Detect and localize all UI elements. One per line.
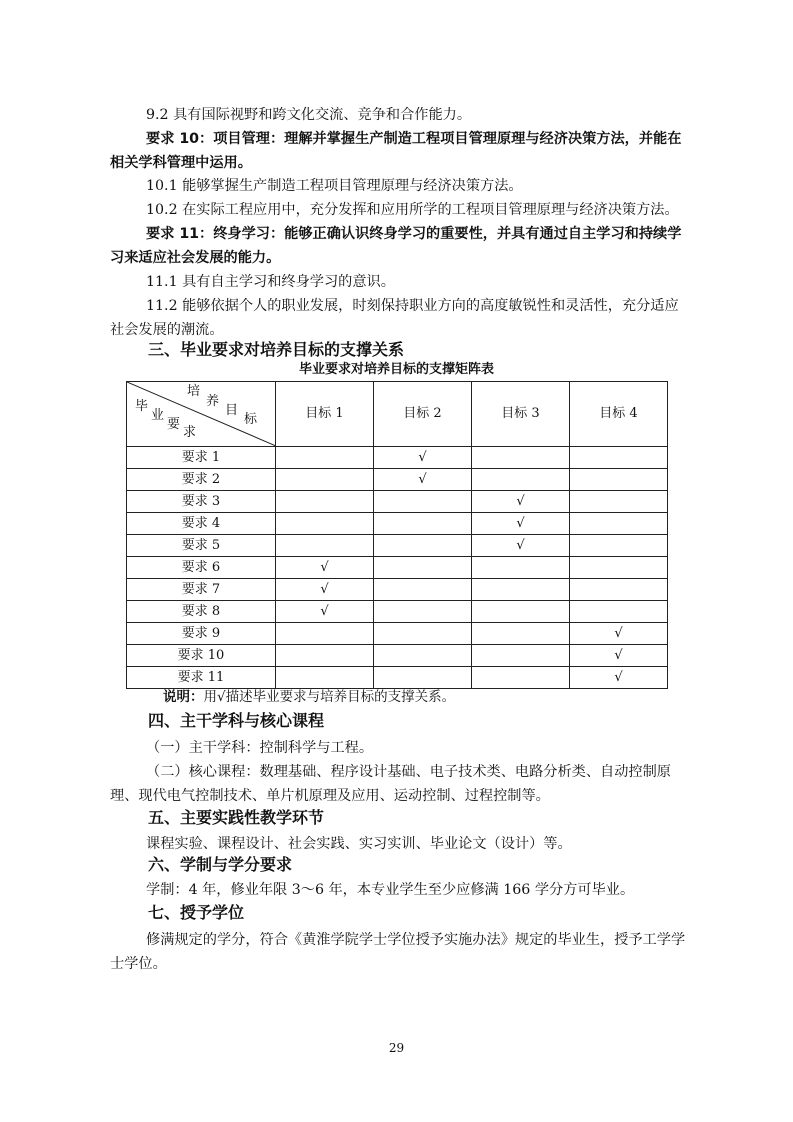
matrix-cell — [374, 579, 472, 601]
text-10-1: 10.1 能够掌握生产制造工程项目管理原理与经济决策方法。 — [146, 178, 523, 194]
section-4-heading: 四、主干学科与核心课程 — [148, 711, 325, 730]
matrix-cell — [570, 645, 668, 667]
section-5-heading: 五、主要实践性教学环节 — [148, 808, 325, 827]
section-6-heading: 六、学制与学分要求 — [148, 855, 293, 874]
matrix-cell — [570, 447, 668, 469]
column-header-goal-1: 目标 1 — [276, 382, 374, 447]
row-label: 要求 11 — [127, 667, 276, 689]
corner-bottom-char-1: 毕 — [135, 399, 149, 414]
matrix-cell — [276, 513, 374, 535]
requirement-10-heading: 要求 10：项目管理：理解并掌握生产制造工程项目管理原理与经济决策方法，并能在 — [146, 131, 682, 147]
matrix-cell — [276, 469, 374, 491]
table-note-label: 说明： — [163, 689, 204, 705]
text-10-2: 10.2 在实际工程应用中，充分发挥和应用所学的工程项目管理原理与经济决策方法。 — [146, 202, 679, 218]
matrix-cell — [472, 579, 570, 601]
matrix-cell — [570, 513, 668, 535]
check-mark: √ — [614, 625, 623, 641]
table-note-text: 用√描述毕业要求与培养目标的支撑关系。 — [203, 689, 456, 705]
matrix-cell — [276, 491, 374, 513]
matrix-cell — [276, 579, 374, 601]
corner-top-char-4: 标 — [244, 412, 258, 427]
matrix-cell — [472, 535, 570, 557]
check-mark: √ — [418, 471, 427, 487]
matrix-cell — [276, 535, 374, 557]
requirement-11-heading-cont: 习来适应社会发展的能力。 — [110, 250, 281, 266]
check-mark: √ — [614, 669, 623, 685]
matrix-cell — [276, 623, 374, 645]
section-6-text: 学制：4 年，修业年限 3～6 年，本专业学生至少应修满 166 学分方可毕业。 — [146, 882, 635, 898]
check-mark: √ — [516, 537, 525, 553]
text-9-2: 9.2 具有国际视野和跨文化交流、竞争和合作能力。 — [146, 107, 472, 123]
matrix-cell — [374, 557, 472, 579]
matrix-cell — [570, 557, 668, 579]
matrix-cell — [472, 447, 570, 469]
matrix-cell — [276, 601, 374, 623]
section-4-core-courses: （二）核心课程：数理基础、程序设计基础、电子技术类、电路分析类、自动控制原 — [146, 764, 671, 780]
table-row — [127, 579, 668, 601]
table-note — [163, 688, 455, 706]
text-11-1: 11.1 具有自主学习和终身学习的意识。 — [146, 274, 395, 290]
check-mark: √ — [516, 493, 525, 509]
table-row — [127, 645, 668, 667]
matrix-cell — [276, 447, 374, 469]
requirement-11-heading: 要求 11：终身学习：能够正确认识终身学习的重要性，并具有通过自主学习和持续学 — [146, 226, 682, 242]
section-5-text: 课程实验、课程设计、社会实践、实习实训、毕业论文（设计）等。 — [146, 836, 572, 852]
check-mark: √ — [418, 449, 427, 465]
matrix-cell — [570, 535, 668, 557]
column-header-goal-2: 目标 2 — [374, 382, 472, 447]
matrix-cell — [570, 601, 668, 623]
row-label: 要求 7 — [127, 579, 276, 601]
matrix-cell — [472, 623, 570, 645]
section-3-heading: 三、毕业要求对培养目标的支撑关系 — [148, 340, 405, 359]
column-header-goal-4: 目标 4 — [570, 382, 668, 447]
table-row — [127, 623, 668, 645]
matrix-cell — [374, 645, 472, 667]
corner-bottom-char-2: 业 — [151, 408, 165, 423]
support-matrix-table — [126, 381, 668, 689]
row-label: 要求 5 — [127, 535, 276, 557]
matrix-cell — [472, 557, 570, 579]
text-11-2: 11.2 能够依据个人的职业发展，时刻保持职业方向的高度敏锐性和灵活性，充分适应 — [146, 298, 679, 314]
matrix-cell — [472, 491, 570, 513]
matrix-cell — [570, 469, 668, 491]
text-11-2-cont: 社会发展的潮流。 — [110, 322, 224, 338]
matrix-cell — [374, 535, 472, 557]
section-7-text-cont: 士学位。 — [110, 956, 167, 972]
matrix-cell — [472, 667, 570, 689]
row-label: 要求 4 — [127, 513, 276, 535]
matrix-cell — [276, 667, 374, 689]
table-row — [127, 513, 668, 535]
matrix-cell — [472, 601, 570, 623]
matrix-cell — [374, 667, 472, 689]
row-label: 要求 9 — [127, 623, 276, 645]
corner-top-char-2: 养 — [206, 394, 220, 409]
corner-diagonal-cell — [127, 382, 276, 447]
check-mark: √ — [516, 515, 525, 531]
matrix-cell — [374, 491, 472, 513]
matrix-cell — [374, 469, 472, 491]
row-label: 要求 3 — [127, 491, 276, 513]
matrix-cell — [472, 645, 570, 667]
matrix-cell — [276, 557, 374, 579]
corner-bottom-char-3: 要 — [167, 417, 181, 432]
matrix-cell — [570, 579, 668, 601]
section-7-heading: 七、授予学位 — [148, 903, 245, 922]
check-mark: √ — [320, 559, 329, 575]
matrix-cell — [570, 623, 668, 645]
row-label: 要求 6 — [127, 557, 276, 579]
corner-top-char-1: 培 — [187, 384, 201, 399]
row-label: 要求 10 — [127, 645, 276, 667]
corner-bottom-char-4: 求 — [183, 425, 197, 440]
matrix-cell — [374, 601, 472, 623]
matrix-cell — [570, 491, 668, 513]
section-4-discipline: （一）主干学科：控制科学与工程。 — [146, 740, 374, 756]
check-mark: √ — [614, 647, 623, 663]
table-row — [127, 491, 668, 513]
check-mark: √ — [320, 581, 329, 597]
section-7-text: 修满规定的学分，符合《黄淮学院学士学位授予实施办法》规定的毕业生，授予工学学 — [146, 932, 686, 948]
table-caption: 毕业要求对培养目标的支撑矩阵表 — [298, 362, 494, 377]
row-label: 要求 2 — [127, 469, 276, 491]
row-label: 要求 1 — [127, 447, 276, 469]
table-row — [127, 447, 668, 469]
table-row — [127, 601, 668, 623]
table-header-row — [127, 382, 668, 447]
matrix-cell — [374, 623, 472, 645]
table-row — [127, 667, 668, 689]
matrix-cell — [374, 447, 472, 469]
row-label: 要求 8 — [127, 601, 276, 623]
table-row — [127, 535, 668, 557]
page-number: 29 — [388, 1041, 405, 1055]
column-header-goal-3: 目标 3 — [472, 382, 570, 447]
check-mark: √ — [320, 603, 329, 619]
table-row — [127, 469, 668, 491]
corner-top-char-3: 目 — [225, 403, 239, 418]
matrix-cell — [472, 469, 570, 491]
requirement-10-heading-cont: 相关学科管理中运用。 — [110, 155, 252, 171]
section-4-core-courses-cont: 理、现代电气控制技术、单片机原理及应用、运动控制、过程控制等。 — [110, 788, 550, 804]
matrix-cell — [276, 645, 374, 667]
matrix-cell — [374, 513, 472, 535]
table-row — [127, 557, 668, 579]
matrix-cell — [570, 667, 668, 689]
matrix-cell — [472, 513, 570, 535]
